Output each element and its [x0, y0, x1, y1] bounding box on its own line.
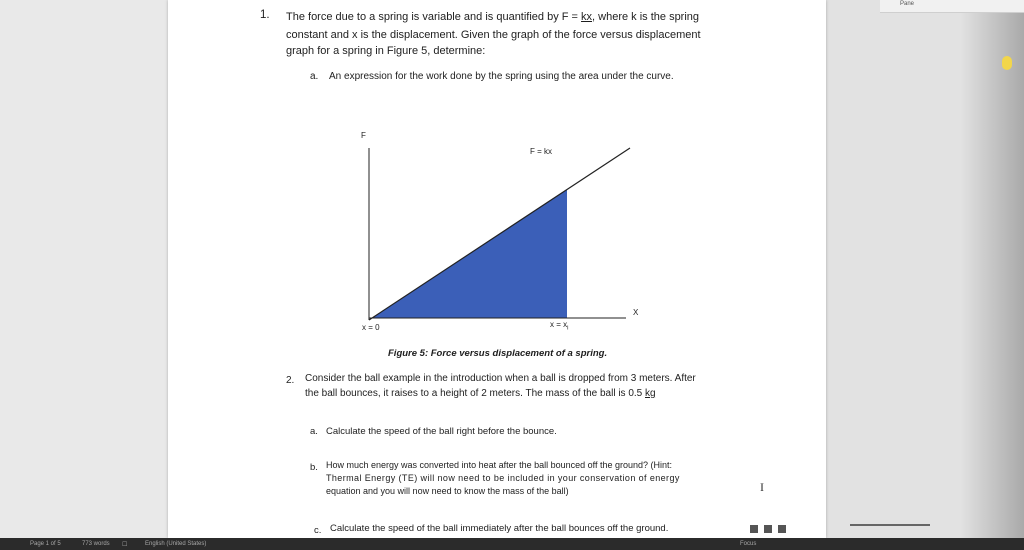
question-2-line-2-start: the ball bounces, it raises to a height of 2 meters. The mass of the ball is 0.5 — [305, 388, 645, 399]
print-layout-icon[interactable] — [750, 525, 758, 533]
figure-caption: Figure 5: Force versus displacement of a spring. — [388, 348, 608, 359]
view-mode-buttons[interactable] — [750, 520, 820, 530]
x-i-label — [550, 320, 568, 332]
question-1-line-1-start: The force due to a spring is variable and is quantified by F = — [286, 11, 582, 23]
question-2a-text: Calculate the speed of the ball right before the bounce. — [326, 426, 557, 437]
proofing-icon[interactable]: ☐ — [122, 542, 128, 548]
y-axis-label: F — [361, 131, 366, 140]
question-1-line-3: graph for a spring in Figure 5, determine: — [286, 45, 486, 57]
question-1-number: 1. — [260, 9, 270, 21]
ribbon-corner — [880, 0, 1024, 13]
question-2c-label: c. — [314, 525, 322, 536]
window-decoration-dot — [1002, 56, 1012, 70]
screen-shadow — [960, 0, 1024, 538]
status-bar — [0, 538, 1024, 550]
question-2b-label: b. — [310, 462, 318, 473]
x-axis-label: X — [633, 308, 639, 317]
force-displacement-graph — [168, 0, 826, 538]
document-page[interactable] — [168, 0, 826, 538]
language-indicator[interactable]: English (United States) — [145, 541, 207, 547]
question-1-line-1-end: , where k is the spring — [592, 11, 700, 23]
text-cursor-icon: I — [760, 480, 764, 494]
unit-kg: kg — [645, 388, 656, 399]
focus-button[interactable]: Focus — [740, 541, 757, 547]
word-count[interactable]: 773 words — [82, 541, 110, 547]
formula-kx: kx — [581, 11, 593, 23]
question-2b-line-1: How much energy was converted into heat after the ball bounced off the ground? (Hint: — [326, 460, 673, 470]
x-i-subscript: i — [567, 325, 569, 332]
page-count[interactable]: Page 1 of 5 — [30, 541, 61, 547]
question-2b-line-2: Thermal Energy (TE) will now need to be included in your conservation of energy — [326, 473, 680, 483]
question-1a-label: a. — [310, 71, 319, 82]
question-2-number: 2. — [286, 375, 295, 386]
line-label: F = kx — [530, 147, 553, 156]
pane-label[interactable]: Pane — [900, 1, 915, 7]
web-layout-icon[interactable] — [764, 525, 772, 533]
question-2-line-1: Consider the ball example in the introduction when a ball is dropped from 3 meters. After — [305, 373, 696, 384]
question-1a-text: An expression for the work done by the spring using the area under the curve. — [329, 71, 674, 82]
x-i-label-text: x = x — [550, 320, 568, 329]
question-2a-label: a. — [310, 426, 318, 437]
question-2b-line-3: equation and you will now need to know the mass of the ball) — [326, 486, 569, 496]
question-2c-text: Calculate the speed of the ball immediately after the ball bounces off the ground. — [330, 523, 669, 534]
desktop-background-left — [0, 0, 168, 538]
question-1-line-2: constant and x is the displacement. Given the graph of the force versus displacement — [286, 29, 701, 41]
outline-icon[interactable] — [778, 525, 786, 533]
question-2-line-2 — [305, 388, 656, 399]
x-zero-label: x = 0 — [362, 323, 380, 332]
zoom-slider[interactable] — [850, 524, 930, 526]
